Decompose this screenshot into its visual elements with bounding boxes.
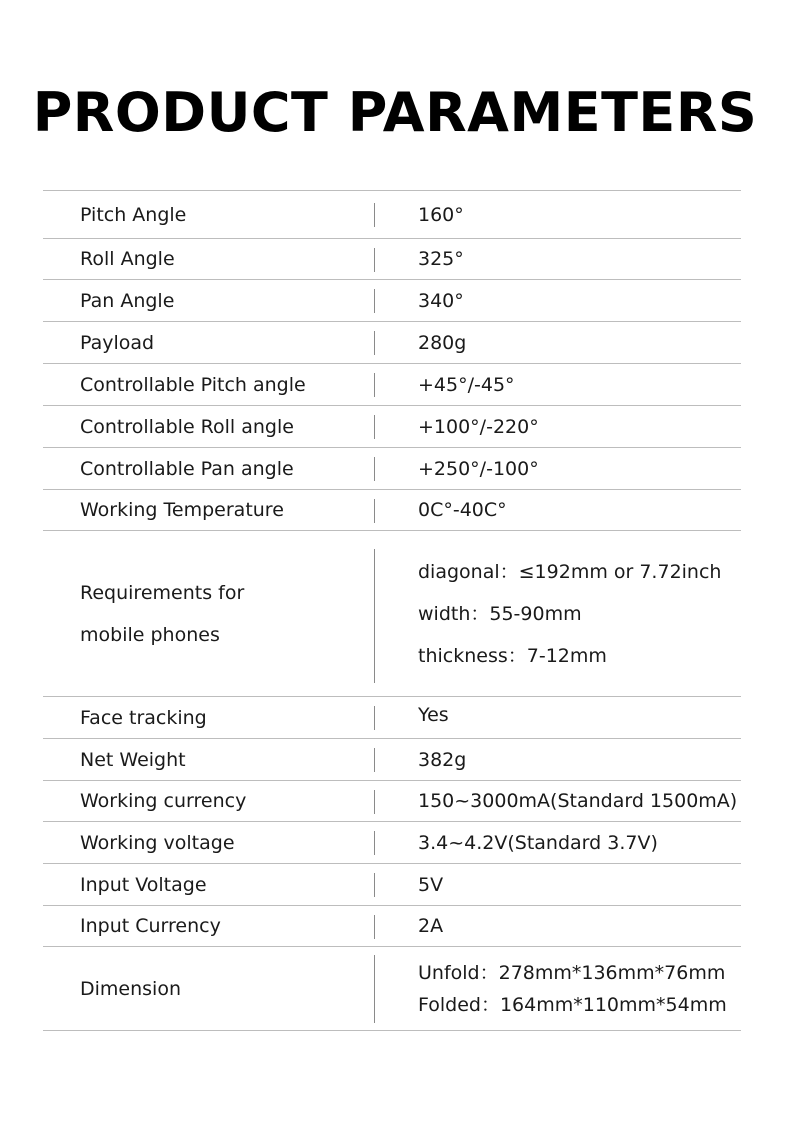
- row-label: Dimension: [80, 977, 181, 1000]
- row-value: [418, 906, 443, 946]
- table-row: [43, 531, 741, 697]
- column-divider: [374, 915, 375, 939]
- column-divider: [374, 706, 375, 730]
- row-label: Face tracking: [80, 706, 207, 729]
- table-row: [43, 864, 741, 906]
- row-value-text: 5V: [418, 873, 444, 896]
- row-value-text: +250°/-100°: [418, 457, 539, 480]
- row-label: [80, 531, 244, 696]
- row-label: Working Temperature: [80, 499, 284, 521]
- row-label: Net Weight: [80, 748, 186, 771]
- column-divider: [374, 831, 375, 855]
- row-value-line: Unfold：278mm*136mm*76mm: [418, 961, 726, 984]
- table-row: [43, 191, 741, 239]
- row-value-text: Yes: [418, 704, 449, 726]
- row-value: [418, 531, 721, 696]
- table-row: [43, 947, 741, 1031]
- table-row: [43, 322, 741, 364]
- row-value: [418, 322, 466, 363]
- row-label: Controllable Pitch angle: [80, 373, 306, 396]
- row-value-text: 0C°-40C°: [418, 499, 507, 521]
- row-value-text: 382g: [418, 748, 467, 771]
- row-value: [418, 822, 658, 863]
- row-label: Input Currency: [80, 915, 221, 937]
- column-divider: [374, 203, 375, 227]
- table-row: [43, 822, 741, 864]
- table-row: [43, 906, 741, 947]
- row-value: [418, 739, 466, 780]
- row-label-line: mobile phones: [80, 623, 220, 646]
- table-row: [43, 239, 741, 280]
- column-divider: [374, 748, 375, 772]
- row-value: [418, 406, 539, 447]
- parameters-table: [43, 190, 741, 1031]
- table-row: [43, 490, 741, 531]
- row-label: Controllable Roll angle: [80, 415, 294, 438]
- row-value-text: +100°/-220°: [418, 415, 539, 438]
- row-label: Payload: [80, 331, 155, 354]
- row-value: [418, 781, 737, 821]
- row-value-text: 2A: [418, 915, 444, 937]
- row-label: Controllable Pan angle: [80, 457, 294, 480]
- table-row: [43, 781, 741, 822]
- row-value-text: 150~3000mA(Standard 1500mA): [418, 790, 738, 812]
- row-value-text: 325°: [418, 248, 464, 270]
- column-divider: [374, 873, 375, 897]
- table-row: [43, 739, 741, 781]
- column-divider: [374, 549, 375, 683]
- table-row: [43, 406, 741, 448]
- column-divider: [374, 457, 375, 481]
- column-divider: [374, 248, 375, 272]
- table-row: [43, 280, 741, 322]
- row-value-line: width：55-90mm: [418, 602, 582, 625]
- row-label: Pan Angle: [80, 289, 175, 312]
- column-divider: [374, 331, 375, 355]
- row-value-text: 3.4~4.2V(Standard 3.7V): [418, 831, 658, 854]
- row-label: Pitch Angle: [80, 203, 187, 226]
- row-value: [418, 490, 507, 530]
- row-value: [418, 239, 464, 279]
- row-label: Working currency: [80, 790, 247, 812]
- column-divider: [374, 955, 375, 1023]
- row-value-line: diagonal：≤192mm or 7.72inch: [418, 560, 722, 583]
- row-value-text: 160°: [418, 203, 464, 226]
- row-value-text: +45°/-45°: [418, 373, 515, 396]
- page-title: PRODUCT PARAMETERS: [32, 81, 758, 144]
- row-value-text: 280g: [418, 331, 467, 354]
- table-row: [43, 448, 741, 490]
- column-divider: [374, 289, 375, 313]
- row-value-text: 340°: [418, 289, 464, 312]
- row-value: [418, 864, 443, 905]
- row-value: [418, 280, 464, 321]
- row-value-line: thickness：7-12mm: [418, 644, 607, 667]
- row-value: [418, 191, 464, 238]
- row-value: [418, 697, 449, 738]
- row-label: Working voltage: [80, 831, 235, 854]
- table-row: [43, 364, 741, 406]
- row-label: Input Voltage: [80, 873, 207, 896]
- column-divider: [374, 415, 375, 439]
- row-value: [418, 364, 515, 405]
- column-divider: [374, 373, 375, 397]
- row-value: [418, 448, 539, 489]
- table-row: [43, 697, 741, 739]
- row-value-line: Folded：164mm*110mm*54mm: [418, 993, 727, 1016]
- column-divider: [374, 499, 375, 523]
- column-divider: [374, 790, 375, 814]
- row-label-line: Requirements for: [80, 581, 245, 604]
- row-label: Roll Angle: [80, 248, 175, 270]
- row-value: [418, 947, 727, 1030]
